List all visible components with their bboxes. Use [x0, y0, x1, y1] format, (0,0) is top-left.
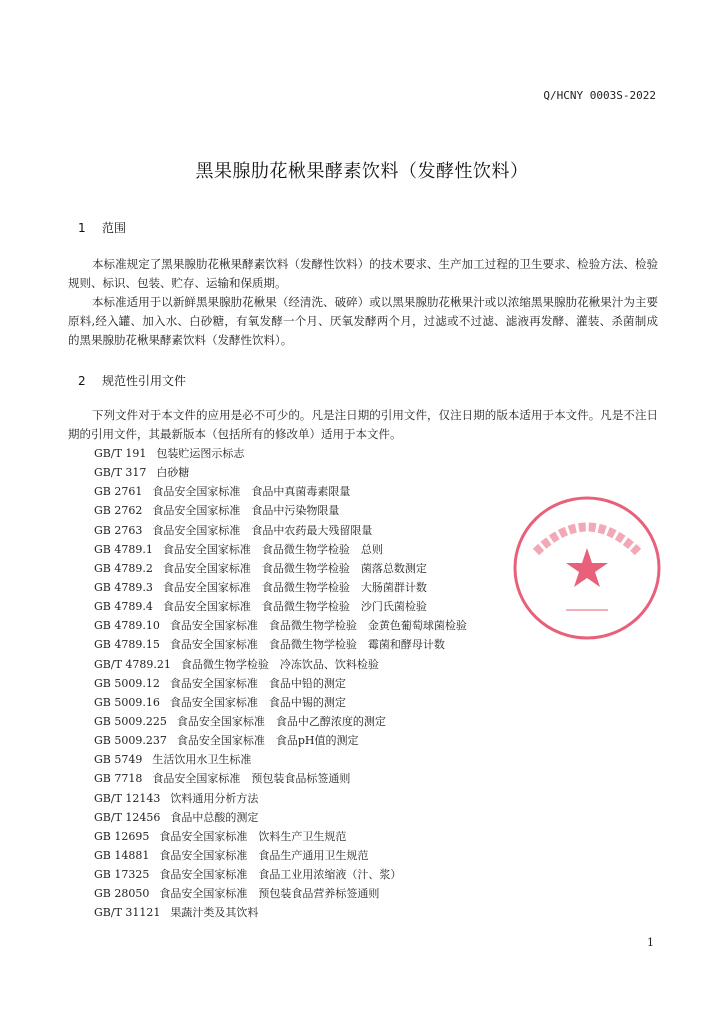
- references-intro: 下列文件对于本文件的应用是必不可少的。凡是注日期的引用文件，仅注日期的版本适用于本文件。凡是不注日期的引用文件，其最新版本（包括所有的修改单）适用于本文件。: [68, 408, 658, 441]
- official-seal: [508, 492, 666, 644]
- reference-title: 食品安全国家标准 食品中铅的测定: [169, 676, 346, 690]
- reference-title: 食品安全国家标准 饮料生产卫生规范: [159, 829, 347, 843]
- scope-paragraph-2: 本标准适用于以新鲜黑果腺肋花楸果（经清洗、破碎）或以黑果腺肋花楸果汁或以浓缩黑果腺肋花楸果汁为主要原料,经入罐、加入水、白砂糖，有氧发酵一个月、厌氧发酵两个月，过滤或不过滤、滤液再发酵、灌装、杀菌制成的黑果腺肋花楸果酵素饮料（发酵性饮料）。: [68, 295, 658, 347]
- reference-item: [94, 865, 467, 884]
- reference-code: GB 7718: [94, 772, 143, 786]
- reference-code: GB 28050: [94, 887, 150, 901]
- reference-item: [94, 521, 467, 540]
- reference-code: GB/T 317: [94, 466, 147, 480]
- reference-code: GB 5009.16: [94, 695, 160, 709]
- section-2-number: 2: [78, 374, 86, 388]
- reference-code: GB/T 191: [94, 447, 147, 460]
- section-2-title: 规范性引用文件: [102, 374, 187, 388]
- section-1-title: 范围: [102, 221, 127, 235]
- section-2-heading: [78, 372, 186, 389]
- reference-title: 食品安全国家标准 预包装食品营养标签通则: [159, 887, 380, 901]
- reference-item: [94, 903, 467, 922]
- reference-list: [94, 444, 467, 923]
- reference-code: GB 5009.12: [94, 676, 160, 690]
- reference-item: [94, 655, 467, 674]
- reference-item: [94, 731, 467, 750]
- reference-code: GB 4789.15: [94, 638, 160, 652]
- reference-item: [94, 540, 467, 559]
- standard-code: Q/HCNY 0003S-2022: [543, 89, 656, 102]
- reference-title: 食品安全国家标准 食品微生物学检验 金黄色葡萄球菌检验: [169, 619, 467, 633]
- reference-code: GB 4789.4: [94, 600, 153, 614]
- reference-title: 食品安全国家标准 食品中真菌毒素限量: [152, 485, 351, 499]
- section-1-number: 1: [78, 221, 86, 235]
- page-number: 1: [647, 936, 654, 949]
- reference-title: 生活饮用水卫生标准: [152, 753, 252, 767]
- reference-code: GB 4789.10: [94, 619, 160, 633]
- reference-code: GB 14881: [94, 848, 150, 862]
- reference-item: [94, 769, 467, 788]
- reference-title: 食品安全国家标准 预包装食品标签通则: [152, 772, 351, 786]
- reference-title: 食品安全国家标准 食品微生物学检验 大肠菌群计数: [162, 580, 427, 594]
- reference-title: 食品安全国家标准 食品工业用浓缩液（汁、浆）: [159, 868, 402, 882]
- reference-item: [94, 616, 467, 635]
- reference-code: GB 17325: [94, 868, 150, 882]
- reference-code: GB 2761: [94, 485, 143, 499]
- reference-item: [94, 846, 467, 865]
- reference-item: [94, 635, 467, 654]
- reference-title: 白砂糖: [156, 466, 190, 480]
- reference-code: GB 4789.1: [94, 542, 153, 556]
- reference-item: [94, 674, 467, 693]
- reference-item: [94, 559, 467, 578]
- section-1-heading: [78, 219, 126, 236]
- reference-item: [94, 444, 467, 463]
- reference-item: [94, 789, 467, 808]
- reference-code: GB 12695: [94, 829, 150, 843]
- reference-title: 食品安全国家标准 食品中污染物限量: [152, 504, 340, 518]
- reference-title: 食品安全国家标准 食品生产通用卫生规范: [159, 848, 369, 862]
- reference-title: 食品安全国家标准 食品中农药最大残留限量: [152, 523, 373, 537]
- reference-title: 果蔬汁类及其饮料: [170, 906, 259, 920]
- reference-item: [94, 750, 467, 769]
- reference-title: 食品中总酸的测定: [170, 810, 259, 824]
- reference-title: 食品安全国家标准 食品微生物学检验 总则: [162, 542, 383, 556]
- reference-item: [94, 884, 467, 903]
- reference-code: GB 5749: [94, 753, 143, 767]
- reference-code: GB 2763: [94, 523, 143, 537]
- reference-code: GB 4789.2: [94, 561, 153, 575]
- reference-title: 食品安全国家标准 食品中乙醇浓度的测定: [176, 714, 386, 728]
- document-title: 黑果腺肋花楸果酵素饮料（发酵性饮料）: [195, 161, 529, 182]
- reference-code: GB 4789.3: [94, 580, 153, 594]
- reference-title: 食品安全国家标准 食品pH值的测定: [176, 734, 359, 748]
- reference-title: 食品微生物学检验 冷冻饮品、饮料检验: [180, 657, 379, 671]
- reference-title: 食品安全国家标准 食品微生物学检验 菌落总数测定: [162, 561, 427, 575]
- seal-star-icon: [566, 548, 608, 587]
- reference-item: [94, 501, 467, 520]
- reference-code: GB/T 12456: [94, 810, 161, 824]
- reference-title: 食品安全国家标准 食品微生物学检验 霉菌和酵母计数: [169, 638, 445, 652]
- reference-code: GB 5009.237: [94, 734, 167, 748]
- reference-code: GB/T 12143: [94, 791, 161, 805]
- reference-item: [94, 578, 467, 597]
- reference-code: GB 2762: [94, 504, 143, 518]
- reference-item: [94, 482, 467, 501]
- reference-item: [94, 712, 467, 731]
- reference-code: GB/T 4789.21: [94, 657, 171, 671]
- reference-code: GB/T 31121: [94, 906, 161, 920]
- reference-title: 包装贮运图示标志: [156, 447, 245, 460]
- reference-item: [94, 597, 467, 616]
- reference-item: [94, 827, 467, 846]
- reference-item: [94, 808, 467, 827]
- reference-code: GB 5009.225: [94, 714, 167, 728]
- reference-title: 食品安全国家标准 食品中锡的测定: [169, 695, 346, 709]
- reference-item: [94, 693, 467, 712]
- scope-paragraph-1: 本标准规定了黑果腺肋花楸果酵素饮料（发酵性饮料）的技术要求、生产加工过程的卫生要求、检验方法、检验规则、标识、包装、贮存、运输和保质期。: [68, 257, 658, 290]
- reference-title: 饮料通用分析方法: [170, 791, 259, 805]
- reference-title: 食品安全国家标准 食品微生物学检验 沙门氏菌检验: [162, 600, 427, 614]
- reference-item: [94, 463, 467, 482]
